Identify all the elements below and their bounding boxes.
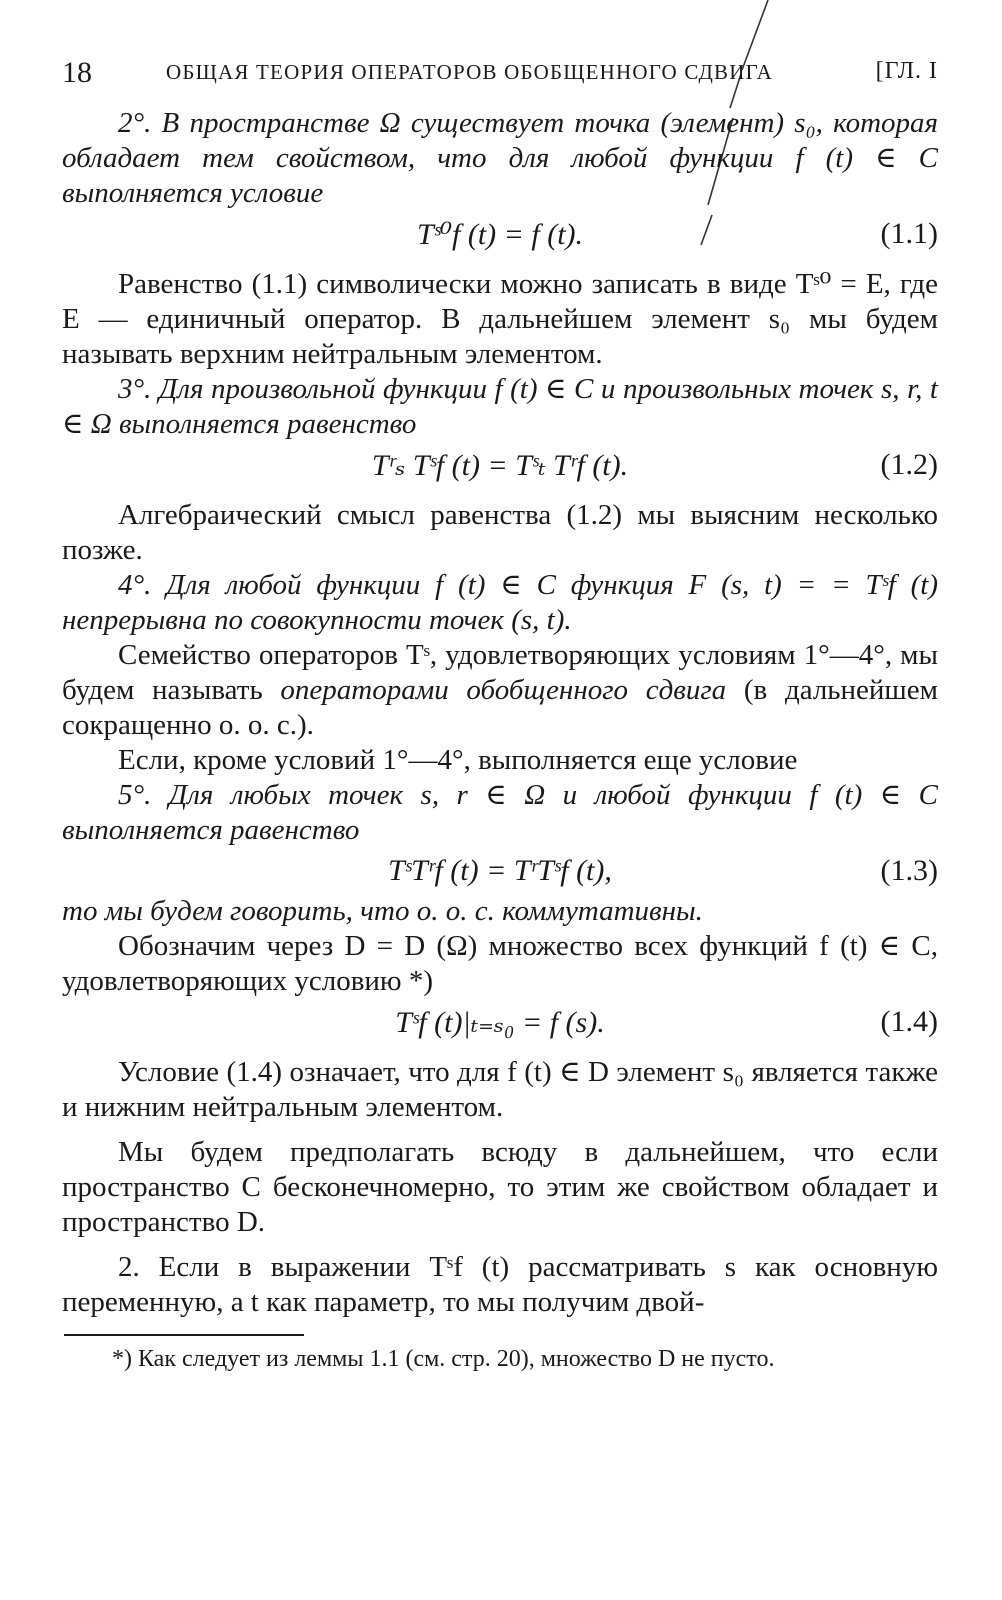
condition-2-paragraph: 2°. В пространстве Ω существует точка (элемент) s₀, которая обладает тем свойством, что для любой функции f (t) ∈ C выполняется условие [62,107,938,209]
page-number: 18 [62,56,92,89]
equation-body: Tˢ⁰f (t) = f (t). [416,218,584,251]
equation-number: (1.3) [880,854,938,887]
equation-1-1 [62,211,938,257]
set-d-paragraph: Обозначим через D = D (Ω) множество всех функций f (t) ∈ C, удовлетворяющих условию *) [62,930,938,997]
extra-condition-paragraph: Если, кроме условий 1°—4°, выполняется еще условие [118,744,798,776]
equation-1-4 [62,999,938,1045]
condition-4-paragraph: 4°. Для любой функции f (t) ∈ C функция F (s, t) = = Tˢf (t) непрерывна по совокупности точек (s, t). [62,569,938,636]
footnote-rule [64,1334,304,1336]
equation-body: Tʳₛ Tˢf (t) = Tˢₜ Tʳf (t). [371,449,629,482]
definition-term: операторами обобщенного сдвига [280,674,727,706]
identity-remark-paragraph: Равенство (1.1) символически можно записать в виде Tˢ⁰ = E, где E — единичный оператор. В дальнейшем элемент s₀ мы будем называть верхним нейтральным элементом. [62,268,938,370]
equation-number: (1.4) [880,1005,938,1038]
equation-number: (1.2) [880,448,938,481]
equation-body: TˢTʳf (t) = TʳTˢf (t), [388,854,612,887]
definition-text: Семейство операторов Tˢ, удовлетворяющих условиям 1°—4°, мы будем называть [62,639,938,706]
definition-paragraph [62,638,938,743]
commutative-paragraph: то мы будем говорить, что о. о. с. коммутативны. [62,895,703,927]
equation-body: Tˢf (t)|ₜ₌ₛ₀ = f (s). [395,1006,605,1039]
running-header [62,50,938,90]
infinite-dimension-paragraph: Мы будем предполагать всюду в дальнейшем, что если пространство C бесконечномерно, то этим же свойством обладает и пространство D. [62,1136,938,1238]
running-title: ОБЩАЯ ТЕОРИЯ ОПЕРАТОРОВ ОБОБЩЕННОГО СДВИГА [166,60,774,84]
equation-1-2 [62,442,938,488]
equation-number: (1.1) [880,217,938,250]
chapter-label: [ГЛ. I [875,58,938,84]
definition-tail: (в дальнейшем сокращенно о. о. с.). [62,674,938,741]
section-2-paragraph: 2. Если в выражении Tˢf (t) рассматривать s как основную переменную, а t как параметр, то мы получим двой- [62,1251,938,1318]
condition-5-paragraph: 5°. Для любых точек s, r ∈ Ω и любой функции f (t) ∈ C выполняется равенство [62,779,938,846]
lower-neutral-paragraph: Условие (1.4) означает, что для f (t) ∈ D элемент s₀ является также и нижним нейтральным элементом. [62,1056,938,1123]
condition-3-paragraph: 3°. Для произвольной функции f (t) ∈ C и произвольных точек s, r, t ∈ Ω выполняется равенство [62,373,938,440]
book-page [62,50,938,1374]
footnote: *) Как следует из леммы 1.1 (см. стр. 20), множество D не пусто. [112,1346,775,1372]
algebraic-meaning-paragraph: Алгебраический смысл равенства (1.2) мы выясним несколько позже. [62,499,938,566]
equation-1-3 [62,848,938,894]
